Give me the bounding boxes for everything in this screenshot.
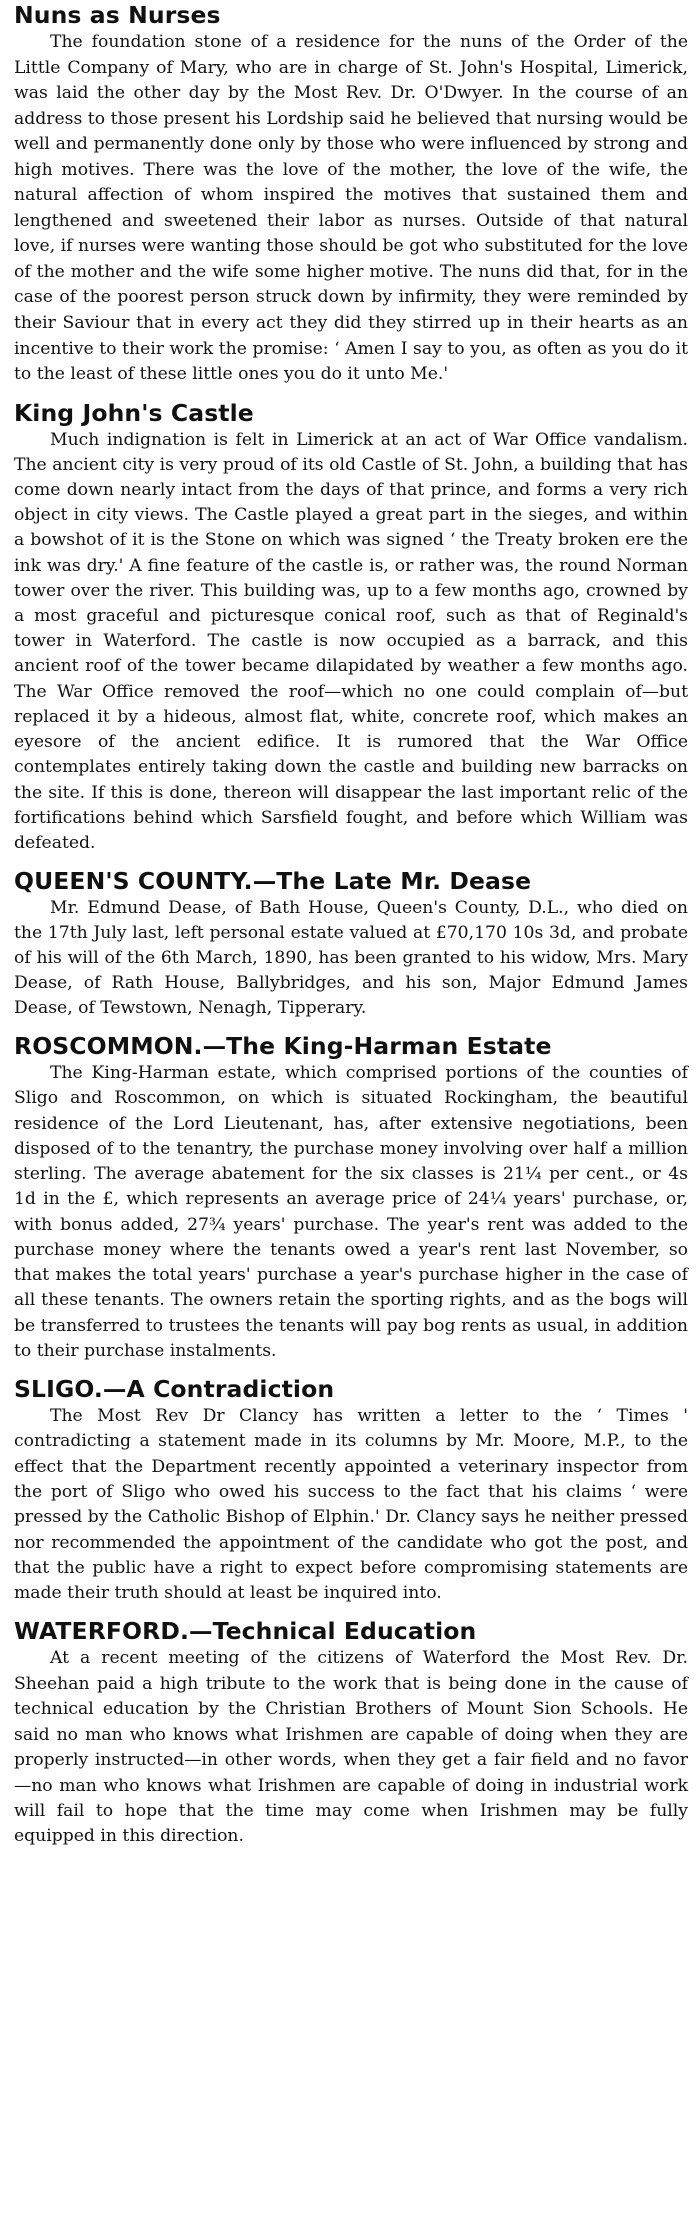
article-headline: SLIGO.—A Contradiction [14,1375,335,1404]
article-body: Mr. Edmund Dease, of Bath House, Queen's County, D.L., who died on the 17th July last, left personal estate valued at £70,170 10s 3d, and probate of his will of the 6th March, 1890, has been granted to his widow, Mrs. Mary Dease, of Rath House, Ballybridges, and his son, Major Edmund James Dease, of Tewstown, Nenagh, Tipperary. [14,898,688,1019]
article-queens-county [14,866,688,1021]
article-roscommon [14,1031,688,1364]
article-body: At a recent meeting of the citizens of Waterford the Most Rev. Dr. Sheehan paid a high tribute to the work that is being done in the cause of technical education by the Christian Brothers of Mount Sion Schools. He said no man who knows what Irishmen are capable of doing when they are properly instructed—in other words, when they get a fair field and no favor—no man who knows what Irishmen are capable of doing in industrial work will fail to hope that the time may come when Irishmen may be fully equipped in this direction. [14,1648,688,1847]
article-body: The Most Rev Dr Clancy has written a letter to the ‘ Times ' contradicting a statement made in its columns by Mr. Moore, M.P., to the effect that the Department recently appointed a veterinary inspector from the port of Sligo who owed his success to the fact that his claims ‘ were pressed by the Catholic Bishop of Elphin.' Dr. Clancy says he neither pressed nor recommended the appointment of the candidate who got the post, and that the public have a right to expect before compromising statements are made their truth should at least be inquired into. [14,1406,688,1604]
article-headline: King John's Castle [14,398,254,427]
article-king-johns-castle [14,398,688,856]
article-headline: ROSCOMMON.—The King-Harman Estate [14,1032,552,1061]
article-body: The foundation stone of a residence for the nuns of the Order of the Little Company of Mary, who are in charge of St. John's Hospital, Limerick, was laid the other day by the Most Rev. Dr. O'Dwyer. In the course of an address to those present his Lordship said he believed that nursing would be well and permanently done only by those who were influenced by strong and high motives. There was the love of the mother, the love of the wife, the natural affection of whom inspired the motives that sustained them and lengthened and sweetened their labor as nurses. Outside of that natural love, if nurses were wanting those should be got who substituted for the love of the mother and the wife some higher motive. The nuns did that, for in the case of the poorest person struck down by infirmity, they were reminded by their Saviour that in every act they did they stirred up in their hearts as an incentive to their work the promise: ‘ Amen I say to you, as often as you do it to the least of these little ones you do it unto Me.' [14,32,688,385]
article-nuns-as-nurses [14,0,688,388]
article-body: Much indignation is felt in Limerick at an act of War Office vandalism. The ancient city is very proud of its old Castle of St. John, a building that has come down nearly intact from the days of that prince, and forms a very rich object in city views. The Castle played a great part in the sieges, and within a bowshot of it is the Stone on which was signed ‘ the Treaty broken ere the ink was dry.' A fine feature of the castle is, or rather was, the round Norman tower over the river. This building was, up to a few months ago, crowned by a most graceful and picturesque conical roof, such as that of Reginald's tower in Waterford. The castle is now occupied as a barrack, and this ancient roof of the tower became dilapidated by weather a few months ago. The War Office removed the roof—which no one could complain of—but replaced it by a hideous, almost flat, white, concrete roof, which makes an eyesore of the ancient edifice. It is rumored that the War Office contemplates entirely taking down the castle and building new barracks on the site. If this is done, thereon will disappear the last important relic of the fortifications behind which Sarsfield fought, and before which William was defeated. [14,429,688,853]
newspaper-column [14,0,688,1850]
article-headline: Nuns as Nurses [14,1,221,29]
article-headline: QUEEN'S COUNTY.—The Late Mr. Dease [14,867,532,896]
article-sligo [14,1374,688,1606]
article-headline: WATERFORD.—Technical Education [14,1617,477,1646]
article-waterford [14,1616,688,1849]
article-body: The King-Harman estate, which comprised portions of the counties of Sligo and Roscommon, on which is situated Rockingham, the beautiful residence of the Lord Lieutenant, has, after extensive negotiations, been disposed of to the tenantry, the purchase money involving over half a million sterling. The average abatement for the six classes is 21¼ per cent., or 4s 1d in the £, which represents an average price of 24¼ years' purchase, or, with bonus added, 27¾ years' purchase. The year's rent was added to the purchase money where the tenants owed a year's rent last November, so that makes the total years' purchase a year's purchase higher in the case of all these tenants. The owners retain the sporting rights, and as the bogs will be transferred to trustees the tenants will pay bog rents as usual, in addition to their purchase instalments. [14,1063,688,1361]
